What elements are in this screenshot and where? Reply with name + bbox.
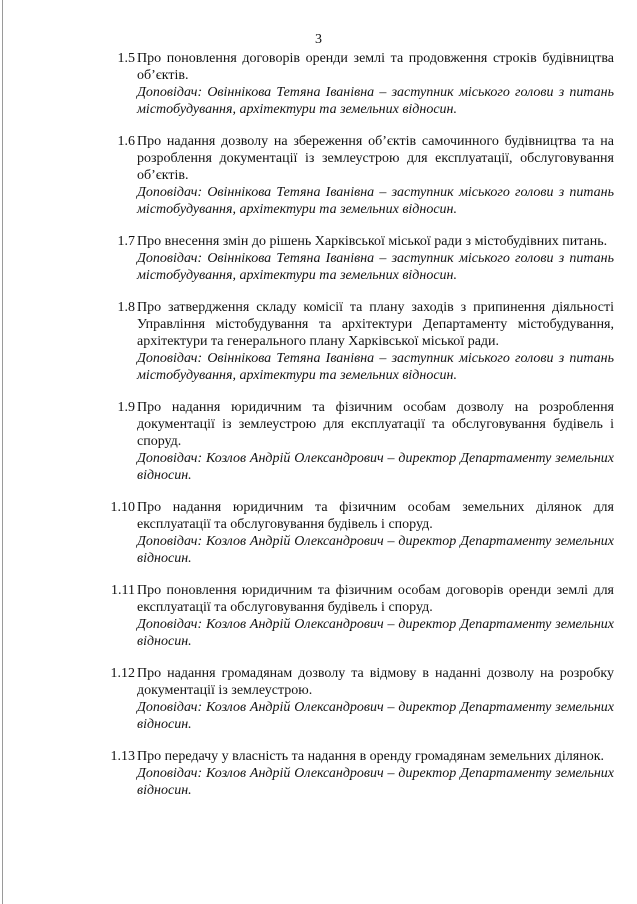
agenda-item-title: Про надання юридичним та фізичним особам дозволу на розроблення документації із землеустрою для експлуатації та обслуговування будівель і споруд. (137, 400, 614, 449)
agenda-item-speaker: Доповідач: Козлов Андрій Олександрович – директор Департаменту земельних відносин. (137, 700, 614, 732)
agenda-list (0, 50, 637, 814)
agenda-item-number: 1.7 (117, 234, 135, 249)
agenda-item-title: Про передачу у власність та надання в оренду громадянам земельних ділянок. (137, 749, 604, 764)
agenda-item-number: 1.13 (110, 749, 135, 764)
agenda-item-title: Про надання громадянам дозволу та відмову в наданні дозволу на розробку документації із землеустрою. (137, 666, 614, 698)
agenda-item-speaker: Доповідач: Козлов Андрій Олександрович – директор Департаменту земельних відносин. (137, 534, 614, 566)
agenda-item-number: 1.12 (110, 666, 135, 681)
agenda-item-speaker: Доповідач: Овіннікова Тетяна Іванівна – заступник міського голови з питань містобудування, архітектури та земельних відносин. (137, 251, 614, 283)
agenda-item (0, 399, 637, 484)
agenda-item (0, 133, 637, 218)
agenda-item-speaker: Доповідач: Козлов Андрій Олександрович – директор Департаменту земельних відносин. (137, 766, 614, 798)
agenda-item-title: Про надання юридичним та фізичним особам земельних ділянок для експлуатації та обслуговування будівель і споруд. (137, 500, 614, 532)
agenda-item (0, 50, 637, 118)
agenda-item-title: Про затвердження складу комісії та плану заходів з припинення діяльності Управління містобудування та архітектури Департаменту містобудування, архітектури та генерального плану Харківської міської ради. (137, 300, 614, 349)
agenda-item-speaker: Доповідач: Овіннікова Тетяна Іванівна – заступник міського голови з питань містобудування, архітектури та земельних відносин. (137, 351, 614, 383)
agenda-item-title: Про поновлення договорів оренди землі та продовження строків будівництва об’єктів. (137, 51, 614, 83)
agenda-item-speaker: Доповідач: Овіннікова Тетяна Іванівна – заступник міського голови з питань містобудування, архітектури та земельних відносин. (137, 185, 614, 217)
agenda-item-number: 1.11 (111, 583, 135, 598)
agenda-item-number: 1.8 (117, 300, 135, 315)
agenda-item (0, 299, 637, 384)
agenda-item-number: 1.6 (117, 134, 135, 149)
page-number: 3 (315, 32, 322, 47)
agenda-item (0, 748, 637, 799)
agenda-item-number: 1.9 (117, 400, 135, 415)
agenda-item-title: Про внесення змін до рішень Харківської міської ради з містобудівних питань. (137, 234, 608, 249)
agenda-item (0, 499, 637, 567)
agenda-item-number: 1.10 (110, 500, 135, 515)
agenda-item-speaker: Доповідач: Козлов Андрій Олександрович – директор Департаменту земельних відносин. (137, 451, 614, 483)
agenda-item (0, 233, 637, 284)
agenda-item-number: 1.5 (117, 51, 135, 66)
agenda-item-title: Про поновлення юридичним та фізичним особам договорів оренди землі для експлуатації та обслуговування будівель і споруд. (137, 583, 614, 615)
agenda-item-speaker: Доповідач: Козлов Андрій Олександрович – директор Департаменту земельних відносин. (137, 617, 614, 649)
agenda-item (0, 665, 637, 733)
agenda-item-title: Про надання дозволу на збереження об’єктів самочинного будівництва та на розроблення документації із землеустрою для експлуатації, обслуговування об’єктів. (137, 134, 614, 183)
agenda-item (0, 582, 637, 650)
agenda-item-speaker: Доповідач: Овіннікова Тетяна Іванівна – заступник міського голови з питань містобудування, архітектури та земельних відносин. (137, 85, 614, 117)
